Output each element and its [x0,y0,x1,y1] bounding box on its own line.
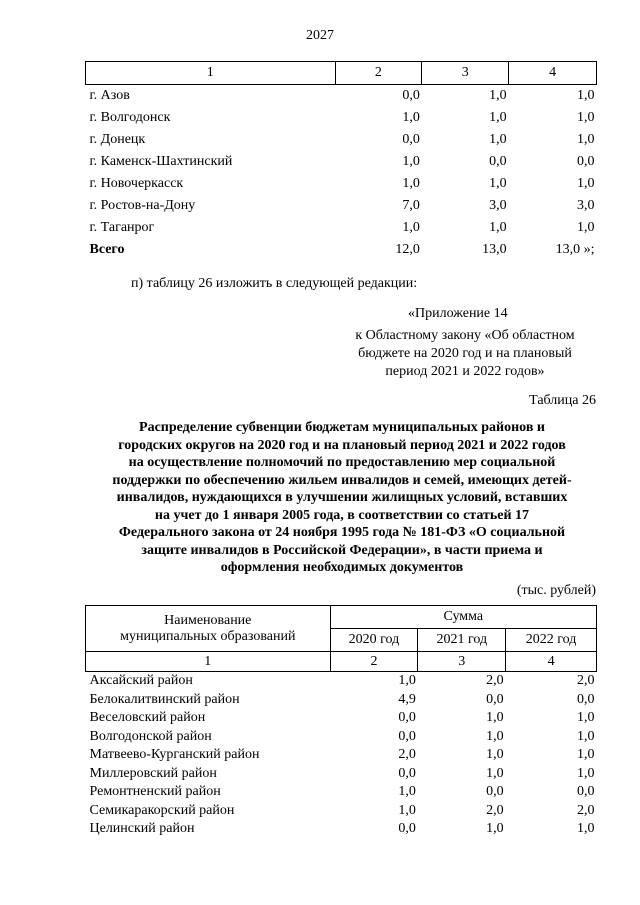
title-line: на осуществление полномочий по предоставлению мер социальной [128,455,556,470]
value-2022: 1,0 [577,176,595,191]
value-2020: 0,0 [398,821,416,837]
municipality-name: г. Волгодонск [89,110,171,125]
value-2020: 1,0 [398,802,416,818]
municipality-name: г. Ростов-на-Дону [89,198,196,213]
value-2020: 4,9 [398,691,416,707]
municipality-name: Веселовский район [89,710,206,726]
municipality-name: Ремонтненский район [89,784,221,800]
title-line: городских округов на 2020 год и на плановый период 2021 и 2022 годов [118,437,566,453]
value-2021: 1,0 [486,765,504,781]
value-2021: 2,0 [486,673,504,689]
title-line: оформления необходимых документов [220,560,464,575]
total-label: Всего [89,242,125,257]
value-2022: 2,0 [577,673,595,689]
header-line: муниципальных образований [120,628,296,644]
value-2022: 1,0 [577,765,595,781]
value-2021: 1,0 [489,176,507,191]
value-2022: 1,0 [577,132,595,147]
value-2020: 1,0 [398,673,416,689]
year-header: 2020 год [330,629,418,652]
value-2022: 2,0 [577,802,595,818]
municipality-name: Аксайский район [89,673,193,689]
law-reference-line: бюджете на 2020 год и на плановый [358,346,572,361]
table-row [86,107,597,129]
table-row [86,765,597,784]
law-reference-line: период 2021 и 2022 годов» [385,364,545,379]
value-2022: 1,0 [577,88,595,103]
table-header-row [86,606,597,629]
value-2020: 0,0 [398,728,416,744]
column-number: 2 [330,652,418,672]
municipality-name: Волгодонской район [89,728,212,744]
value-2022: 1,0 [577,220,595,235]
table-row [86,728,597,747]
appendix-label: «Приложение 14 [408,306,508,321]
value-2022: 1,0 [577,710,595,726]
value-2020: 1,0 [402,220,420,235]
municipality-name: г. Донецк [89,132,146,147]
value-2022: 1,0 [577,747,595,763]
column-number: 1 [86,652,331,672]
table-header-row [86,62,597,85]
title-line: защите инвалидов в Российской Федерации», в части приема и [141,542,543,558]
value-2020: 1,0 [402,176,420,191]
municipality-name: Матвеево-Курганский район [89,747,260,763]
value-2021: 1,0 [489,220,507,235]
municipality-name: г. Новочеркасск [89,176,184,191]
year-header: 2022 год [506,629,597,652]
value-2021: 1,0 [486,747,504,763]
sum-column-header: Сумма [330,606,596,629]
column-number: 4 [509,62,597,85]
table-row [86,195,597,217]
units-label: (тыс. рублей) [516,583,596,598]
municipality-name: Белокалитвинский район [89,691,240,707]
value-2022: 0,0 [577,784,595,800]
value-2020: 1,0 [402,110,420,125]
title-line: Федерального закона от 24 ноября 1995 года № 181-ФЗ «О социальной [118,525,566,540]
value-2021: 1,0 [489,88,507,103]
title-line: поддержки по обеспечению жильем инвалидов и семей, имеющих детей- [112,472,572,488]
law-reference-line: к Областному закону «Об областном [355,328,575,343]
value-2021: 0,0 [486,784,504,800]
table-row [86,709,597,728]
value-2022: 0,0 [577,691,595,707]
table-row [86,820,597,839]
municipality-name: г. Таганрог [89,220,155,235]
value-2020: 0,0 [398,710,416,726]
value-2022: 3,0 [577,198,595,213]
value-2020: 0,0 [402,132,420,147]
municipality-name: Миллеровский район [89,765,217,781]
total-2020: 12,0 [395,242,420,257]
column-number: 4 [506,652,597,672]
column-number: 2 [335,62,422,85]
table-row [86,85,597,108]
value-2020: 1,0 [402,154,420,169]
amendment-paragraph: п) таблицу 26 изложить в следующей редакции: [131,276,418,291]
value-2020: 2,0 [398,747,416,763]
value-2021: 2,0 [486,802,504,818]
value-2020: 7,0 [402,198,420,213]
column-number: 3 [422,62,509,85]
title-line: инвалидов, нуждающихся в улучшении жилищных условий, вставших [116,490,568,505]
value-2021: 1,0 [489,132,507,147]
value-2022: 1,0 [577,728,595,744]
table-total-row [86,239,597,261]
page-number: 2027 [306,28,334,43]
municipality-name: Семикаракорский район [89,802,235,818]
value-2020: 1,0 [398,784,416,800]
table-row [86,151,597,173]
table-row [86,783,597,802]
value-2021: 1,0 [486,710,504,726]
column-number: 1 [86,62,336,85]
value-2021: 1,0 [486,821,504,837]
value-2020: 0,0 [398,765,416,781]
table-number-row [86,652,597,672]
total-2022: 13,0 »; [555,242,595,257]
value-2022: 0,0 [577,154,595,169]
table-title [88,419,596,577]
law-reference [330,327,600,381]
title-line: Распределение субвенции бюджетам муниципальных районов и [139,420,545,435]
value-2021: 0,0 [486,691,504,707]
title-line: на учет до 1 января 2005 года, в соответствии со статьей 17 [154,507,530,523]
value-2022: 1,0 [577,110,595,125]
table-row [86,672,597,691]
municipality-name: Целинский район [89,821,195,837]
table-label: Таблица 26 [529,393,596,408]
table-row [86,691,597,710]
table-row [86,129,597,151]
table-row [86,746,597,765]
value-2021: 1,0 [489,110,507,125]
municipality-name: г. Каменск-Шахтинский [89,154,233,169]
total-2021: 13,0 [482,242,507,257]
table-row [86,173,597,195]
table-row [86,217,597,239]
value-2021: 0,0 [489,154,507,169]
municipality-column-header [86,606,331,652]
value-2021: 1,0 [486,728,504,744]
value-2022: 1,0 [577,821,595,837]
municipality-name: г. Азов [89,88,130,103]
value-2021: 3,0 [489,198,507,213]
year-header: 2021 год [418,629,506,652]
allocation-table-districts [85,605,597,839]
table-row [86,802,597,821]
value-2020: 0,0 [402,88,420,103]
allocation-table-cities [85,61,597,261]
column-number: 3 [418,652,506,672]
header-line: Наименование [164,612,252,628]
